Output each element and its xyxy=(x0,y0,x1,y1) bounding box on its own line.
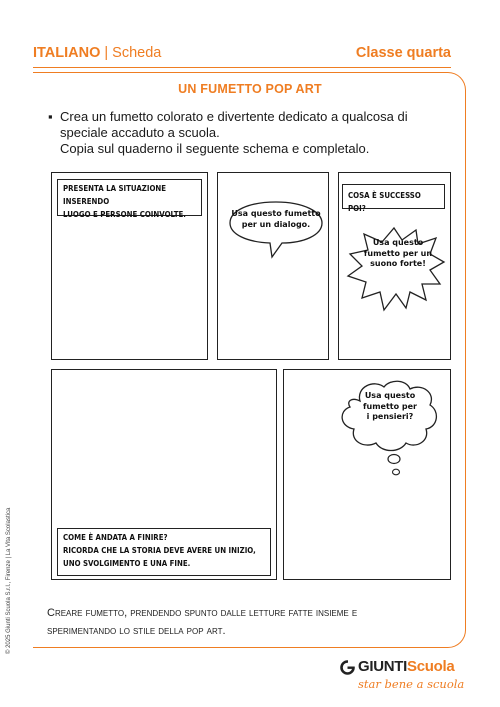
instruction-line-1: Crea un fumetto colorato e divertente dedicato a qualcosa di xyxy=(60,109,408,124)
copyright-notice: © 2025 Giunti Scuola S.r.l., Firenze | La Vita Scolastica xyxy=(6,507,12,654)
thought-cloud-line-2: fumetto per xyxy=(363,401,417,411)
panel-4-caption-line-3: UNO SVOLGIMENTO E UNA FINE. xyxy=(63,559,191,568)
panel-1-caption-line-1: PRESENTA LA SITUAZIONE INSERENDO xyxy=(63,184,167,206)
speech-bubble-text xyxy=(229,209,323,230)
grade-label: Classe quarta xyxy=(355,45,451,61)
logo-brand-accent: Scuola xyxy=(407,658,455,675)
footer-note-line-1: Creare fumetto, prendendo spunto dalle letture fatte insieme e xyxy=(47,607,358,619)
logo-brand-main: GIUNTI xyxy=(358,658,408,675)
thought-cloud-line-1: Usa questo xyxy=(364,391,416,400)
thought-cloud-line-3: i pensieri? xyxy=(366,412,414,421)
header-separator: | xyxy=(104,45,109,61)
bullet-icon: ▪ xyxy=(48,109,53,124)
instruction-item xyxy=(48,109,458,157)
header-rule xyxy=(33,67,451,68)
speech-bubble-line-2: per un dialogo. xyxy=(241,219,311,229)
speech-bubble-line-1: Usa questo fumetto xyxy=(231,209,321,218)
instruction-line-3: Copia sul quaderno il seguente schema e completalo. xyxy=(60,141,370,156)
subject-header xyxy=(33,45,161,61)
sheet-type-label: Scheda xyxy=(112,45,162,61)
logo-tagline: star bene a scuola xyxy=(358,677,465,691)
burst-bubble-line-1: Usa questo xyxy=(372,238,424,247)
panel-3-caption xyxy=(342,184,445,213)
giunti-g-icon xyxy=(340,660,355,675)
footer-note xyxy=(47,604,467,640)
burst-bubble-line-2: fumetto per un xyxy=(363,248,433,258)
thought-cloud-text xyxy=(352,391,428,423)
burst-bubble-text xyxy=(362,238,434,270)
panel-1-caption xyxy=(57,179,202,219)
logo-brand xyxy=(358,658,454,675)
instructions xyxy=(48,109,458,157)
panel-3-caption-text: COSA È SUCCESSO POI? xyxy=(348,191,421,213)
panel-4-caption xyxy=(57,528,271,576)
instruction-line-2: speciale accaduto a scuola. xyxy=(60,125,220,140)
worksheet-title: UN FUMETTO POP ART xyxy=(178,82,322,96)
footer-note-line-2: sperimentando lo stile della pop art. xyxy=(47,625,226,637)
panel-1-caption-line-2: LUOGO E PERSONE COINVOLTE. xyxy=(63,210,186,219)
panel-4-caption-line-1: COME È ANDATA A FINIRE? xyxy=(63,533,168,542)
panel-4-caption-line-2: RICORDA CHE LA STORIA DEVE AVERE UN INIZIO, xyxy=(63,546,256,555)
subject-label: ITALIANO xyxy=(33,45,101,61)
burst-bubble-line-3: suono forte! xyxy=(370,259,426,268)
